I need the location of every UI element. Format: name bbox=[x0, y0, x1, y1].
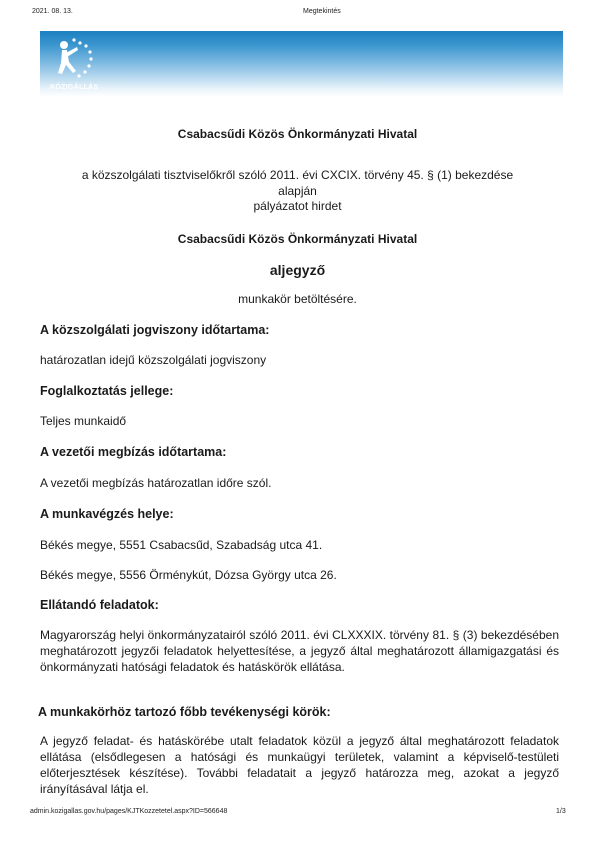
section-heading-mandate: A vezetői megbízás időtartama: bbox=[40, 445, 227, 459]
section-text-workplace-1: Békés megye, 5551 Csabacsűd, Szabadság utca 41. bbox=[40, 538, 323, 552]
header-banner bbox=[40, 31, 563, 97]
section-text-mandate: A vezetői megbízás határozatlan időre szól. bbox=[40, 476, 272, 490]
org-name-2: Csabacsűdi Közös Önkormányzati Hivatal bbox=[177, 232, 418, 246]
section-text-employment: Teljes munkaidő bbox=[40, 414, 127, 428]
org-name: Csabacsűdi Közös Önkormányzati Hivatal bbox=[177, 127, 418, 141]
intro-line-2: alapján bbox=[278, 184, 317, 198]
intro-line-1: a közszolgálati tisztviselőkről szóló 2011. évi CXCIX. törvény 45. § (1) bekezdése bbox=[81, 168, 514, 182]
section-text-activities: A jegyző feladat- és hatáskörébe utalt feladatok közül a jegyző által meghatározott feladatok ellátása (elsődlegesen a hatósági és munkaügyi területek, valamint a képviselő-testületi előterjesztések készítése). További feladatait a jegyző határozza meg, azokat a jegyző irányításával látja el. bbox=[40, 734, 559, 796]
section-heading-employment: Foglalkoztatás jellege: bbox=[40, 384, 174, 398]
page-number: 1/3 bbox=[556, 808, 566, 815]
section-heading-duration: A közszolgálati jogviszony időtartama: bbox=[40, 323, 270, 337]
section-heading-workplace: A munkavégzés helye: bbox=[40, 507, 174, 521]
print-date: 2021. 08. 13. bbox=[32, 8, 73, 15]
job-title: aljegyző bbox=[269, 262, 326, 278]
section-text-duration: határozatlan idejű közszolgálati jogviszony bbox=[40, 353, 267, 367]
logo-text: KÖZIGÁLLÁS bbox=[50, 84, 99, 91]
footer-url: admin.kozigallas.gov.hu/pages/KJTKozzetetel.aspx?ID=566648 bbox=[30, 808, 228, 815]
print-title: Megtekintés bbox=[303, 8, 341, 15]
section-heading-activities: A munkakörhöz tartozó főbb tevékenységi körök: bbox=[38, 705, 331, 719]
section-text-tasks: Magyarország helyi önkormányzatairól szóló 2011. évi CLXXXIX. törvény 81. § (3) bekezdésében meghatározott jegyzői feladatok helyettesítése, a jegyző által meghatározott államigazgatási és önkormányzati hatósági feladatok és hatáskörök ellátása. bbox=[40, 628, 559, 674]
intro-line-3: pályázatot hirdet bbox=[253, 199, 342, 213]
section-heading-tasks: Ellátandó feladatok: bbox=[40, 598, 159, 612]
job-subtitle: munkakör betöltésére. bbox=[238, 292, 357, 306]
section-text-workplace-2: Békés megye, 5556 Örménykút, Dózsa György utca 26. bbox=[40, 568, 337, 582]
